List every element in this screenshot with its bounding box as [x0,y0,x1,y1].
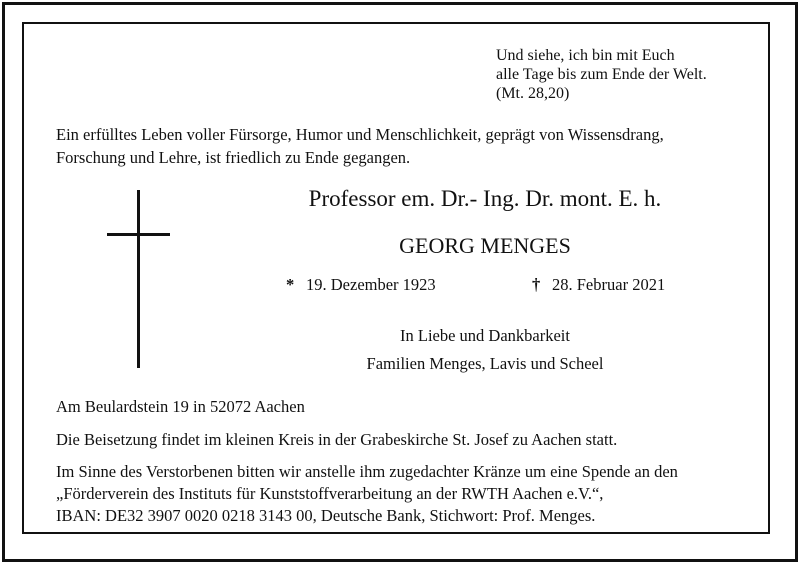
quote-line-2: alle Tage bis zum Ende der Welt. [496,66,707,83]
bible-quote [496,46,707,103]
birth-date [286,275,436,295]
star-icon: * [286,275,295,294]
death-date-text: 28. Februar 2021 [552,275,666,294]
quote-line-1: Und siehe, ich bin mit Euch [496,47,675,64]
deceased-name: GEORG MENGES [399,233,571,258]
mourners-families: Familien Menges, Lavis und Scheel [366,354,604,373]
death-date [532,275,665,295]
donation-line-3: IBAN: DE32 3907 0020 0218 3143 00, Deutsche Bank, Stichwort: Prof. Menges. [56,506,596,525]
academic-title: Professor em. Dr.- Ing. Dr. mont. E. h. [308,186,662,211]
address: Am Beulardstein 19 in 52072 Aachen [56,397,305,416]
birth-date-text: 19. Dezember 1923 [306,275,436,294]
donation-line-1: Im Sinne des Verstorbenen bitten wir anstelle ihm zugedachter Kränze um eine Spende an den [56,462,678,481]
donation-line-2: „Förderverein des Instituts für Kunststoffverarbeitung an der RWTH Aachen e.V.“, [56,484,604,503]
mourners-greeting: In Liebe und Dankbarkeit [400,326,570,345]
funeral-notice: Die Beisetzung findet im kleinen Kreis in der Grabeskirche St. Josef zu Aachen statt. [56,430,618,449]
donation-notice [56,461,678,527]
dagger-icon: † [532,275,541,294]
intro-line-1: Ein erfülltes Leben voller Fürsorge, Humor und Menschlichkeit, geprägt von Wissensdrang, [56,125,664,144]
intro-text [56,123,664,169]
quote-reference: (Mt. 28,20) [496,85,570,102]
intro-line-2: Forschung und Lehre, ist friedlich zu Ende gegangen. [56,148,411,167]
